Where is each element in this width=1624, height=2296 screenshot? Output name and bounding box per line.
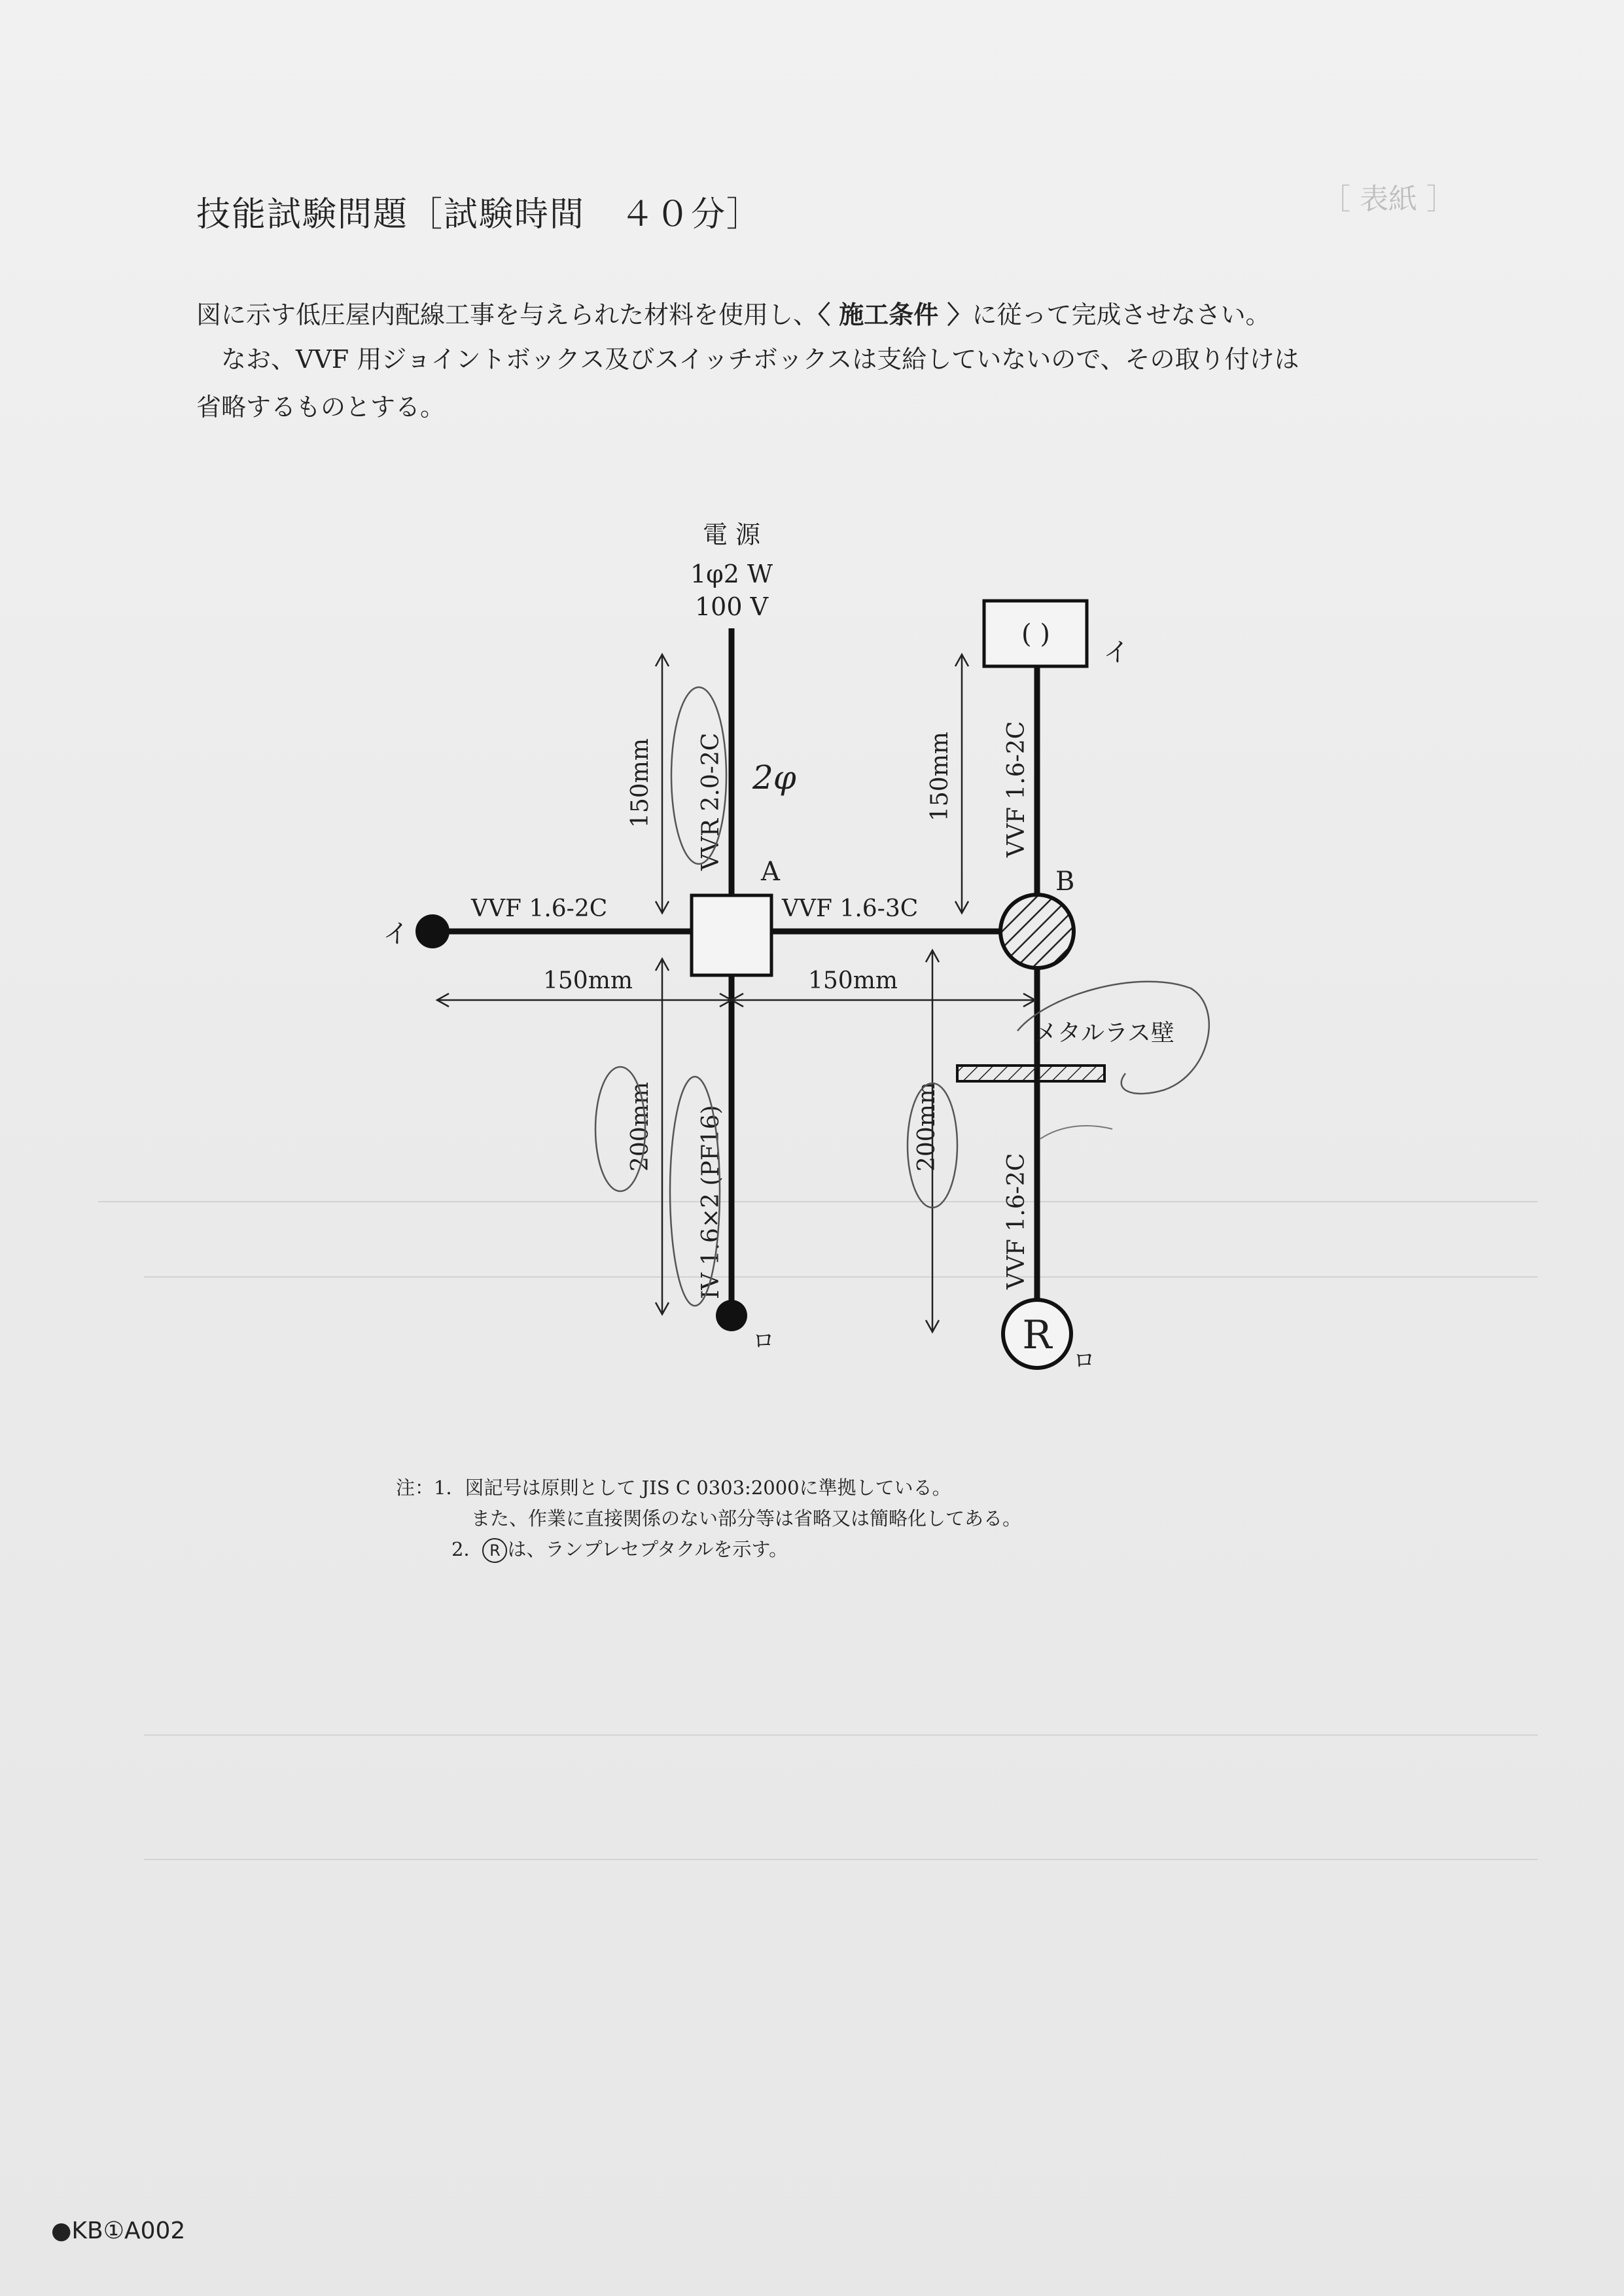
dim-200-left-label: 200mm: [627, 1082, 654, 1172]
note-1-line-1: 注：1．図記号は原則として JIS C 0303:2000に準拠している。: [396, 1477, 951, 1499]
receptacle-circle-symbol: R: [482, 1538, 507, 1563]
construction-conditions-label: 〈 施工条件 〉: [818, 300, 972, 329]
instruction-line-2: なお、VVF 用ジョイントボックス及びスイッチボックスは支給していないので、その取り付けは: [221, 345, 1299, 374]
dim-150-left-v-label: 150mm: [627, 738, 654, 828]
cable-switch-up-label: VVF 1.6-2C: [1003, 721, 1030, 857]
cable-power-label: VVR 2.0-2C: [697, 732, 724, 870]
instruction-line-1-pre: 図に示す低圧屋内配線工事を与えられた材料を使用し、: [196, 300, 819, 329]
note-1-line-2: また、作業に直接関係のない部分等は省略又は簡略化してある。: [471, 1507, 1022, 1530]
power-phase-label: 1φ2 W: [690, 560, 773, 588]
dim-150-h-left-label: 150mm: [543, 967, 633, 994]
lamp-i-outlet: [415, 914, 450, 948]
note-2: [396, 1534, 1021, 1565]
junction-box-a-label: A: [761, 857, 780, 887]
power-voltage-label: 100 V: [694, 592, 769, 621]
junction-box-b-label: B: [1055, 867, 1075, 897]
document-code: ●KB①A002: [51, 2217, 186, 2244]
note-2-text: は、ランプレセプタクルを示す。: [507, 1537, 788, 1560]
instruction-line-3: 省略するものとする。: [196, 393, 446, 422]
cable-right-label: VVF 1.6-3C: [782, 895, 919, 922]
handwritten-stroke: [1040, 1126, 1112, 1139]
lamp-ro-outlet: [716, 1300, 747, 1331]
switch-icon: ( ): [1021, 619, 1050, 649]
bleed-through-line: [144, 1859, 1538, 1860]
handwritten-note: 2φ: [752, 759, 796, 797]
lamp-i-label: イ: [383, 919, 409, 949]
junction-box-a: [692, 895, 771, 975]
junction-box-b: [1000, 895, 1074, 968]
dim-150-h-right-label: 150mm: [808, 967, 898, 994]
cable-pipe-label: IV 1.6×2 (PF16): [697, 1105, 724, 1299]
cable-switch-down-label: VVF 1.6-2C: [1003, 1153, 1030, 1289]
instruction-line-1-post: に従って完成させなさい。: [972, 300, 1271, 329]
metal-lath-wall: [957, 1066, 1104, 1081]
switch-label: イ: [1103, 637, 1129, 668]
dim-150-right-v-label: 150mm: [927, 732, 953, 821]
page-title: 技能試験問題［試験時間 ４０分］: [196, 195, 762, 234]
bleed-through-line: [144, 1734, 1538, 1736]
lamp-ro-label: ロ: [752, 1328, 775, 1354]
bleed-through-tag: ［ 表紙 ］: [1322, 183, 1455, 216]
receptacle-label: ロ: [1073, 1348, 1095, 1374]
metal-lath-wall-label: メタルラス壁: [1034, 1020, 1174, 1047]
receptacle-symbol: R: [1022, 1312, 1052, 1358]
dim-200-right-label: 200mm: [913, 1082, 940, 1172]
notes: [396, 1473, 1021, 1565]
cable-left-label: VVF 1.6-2C: [471, 895, 608, 922]
power-source-label: 電 源: [702, 520, 761, 549]
note-2-prefix: 2．: [451, 1537, 483, 1560]
